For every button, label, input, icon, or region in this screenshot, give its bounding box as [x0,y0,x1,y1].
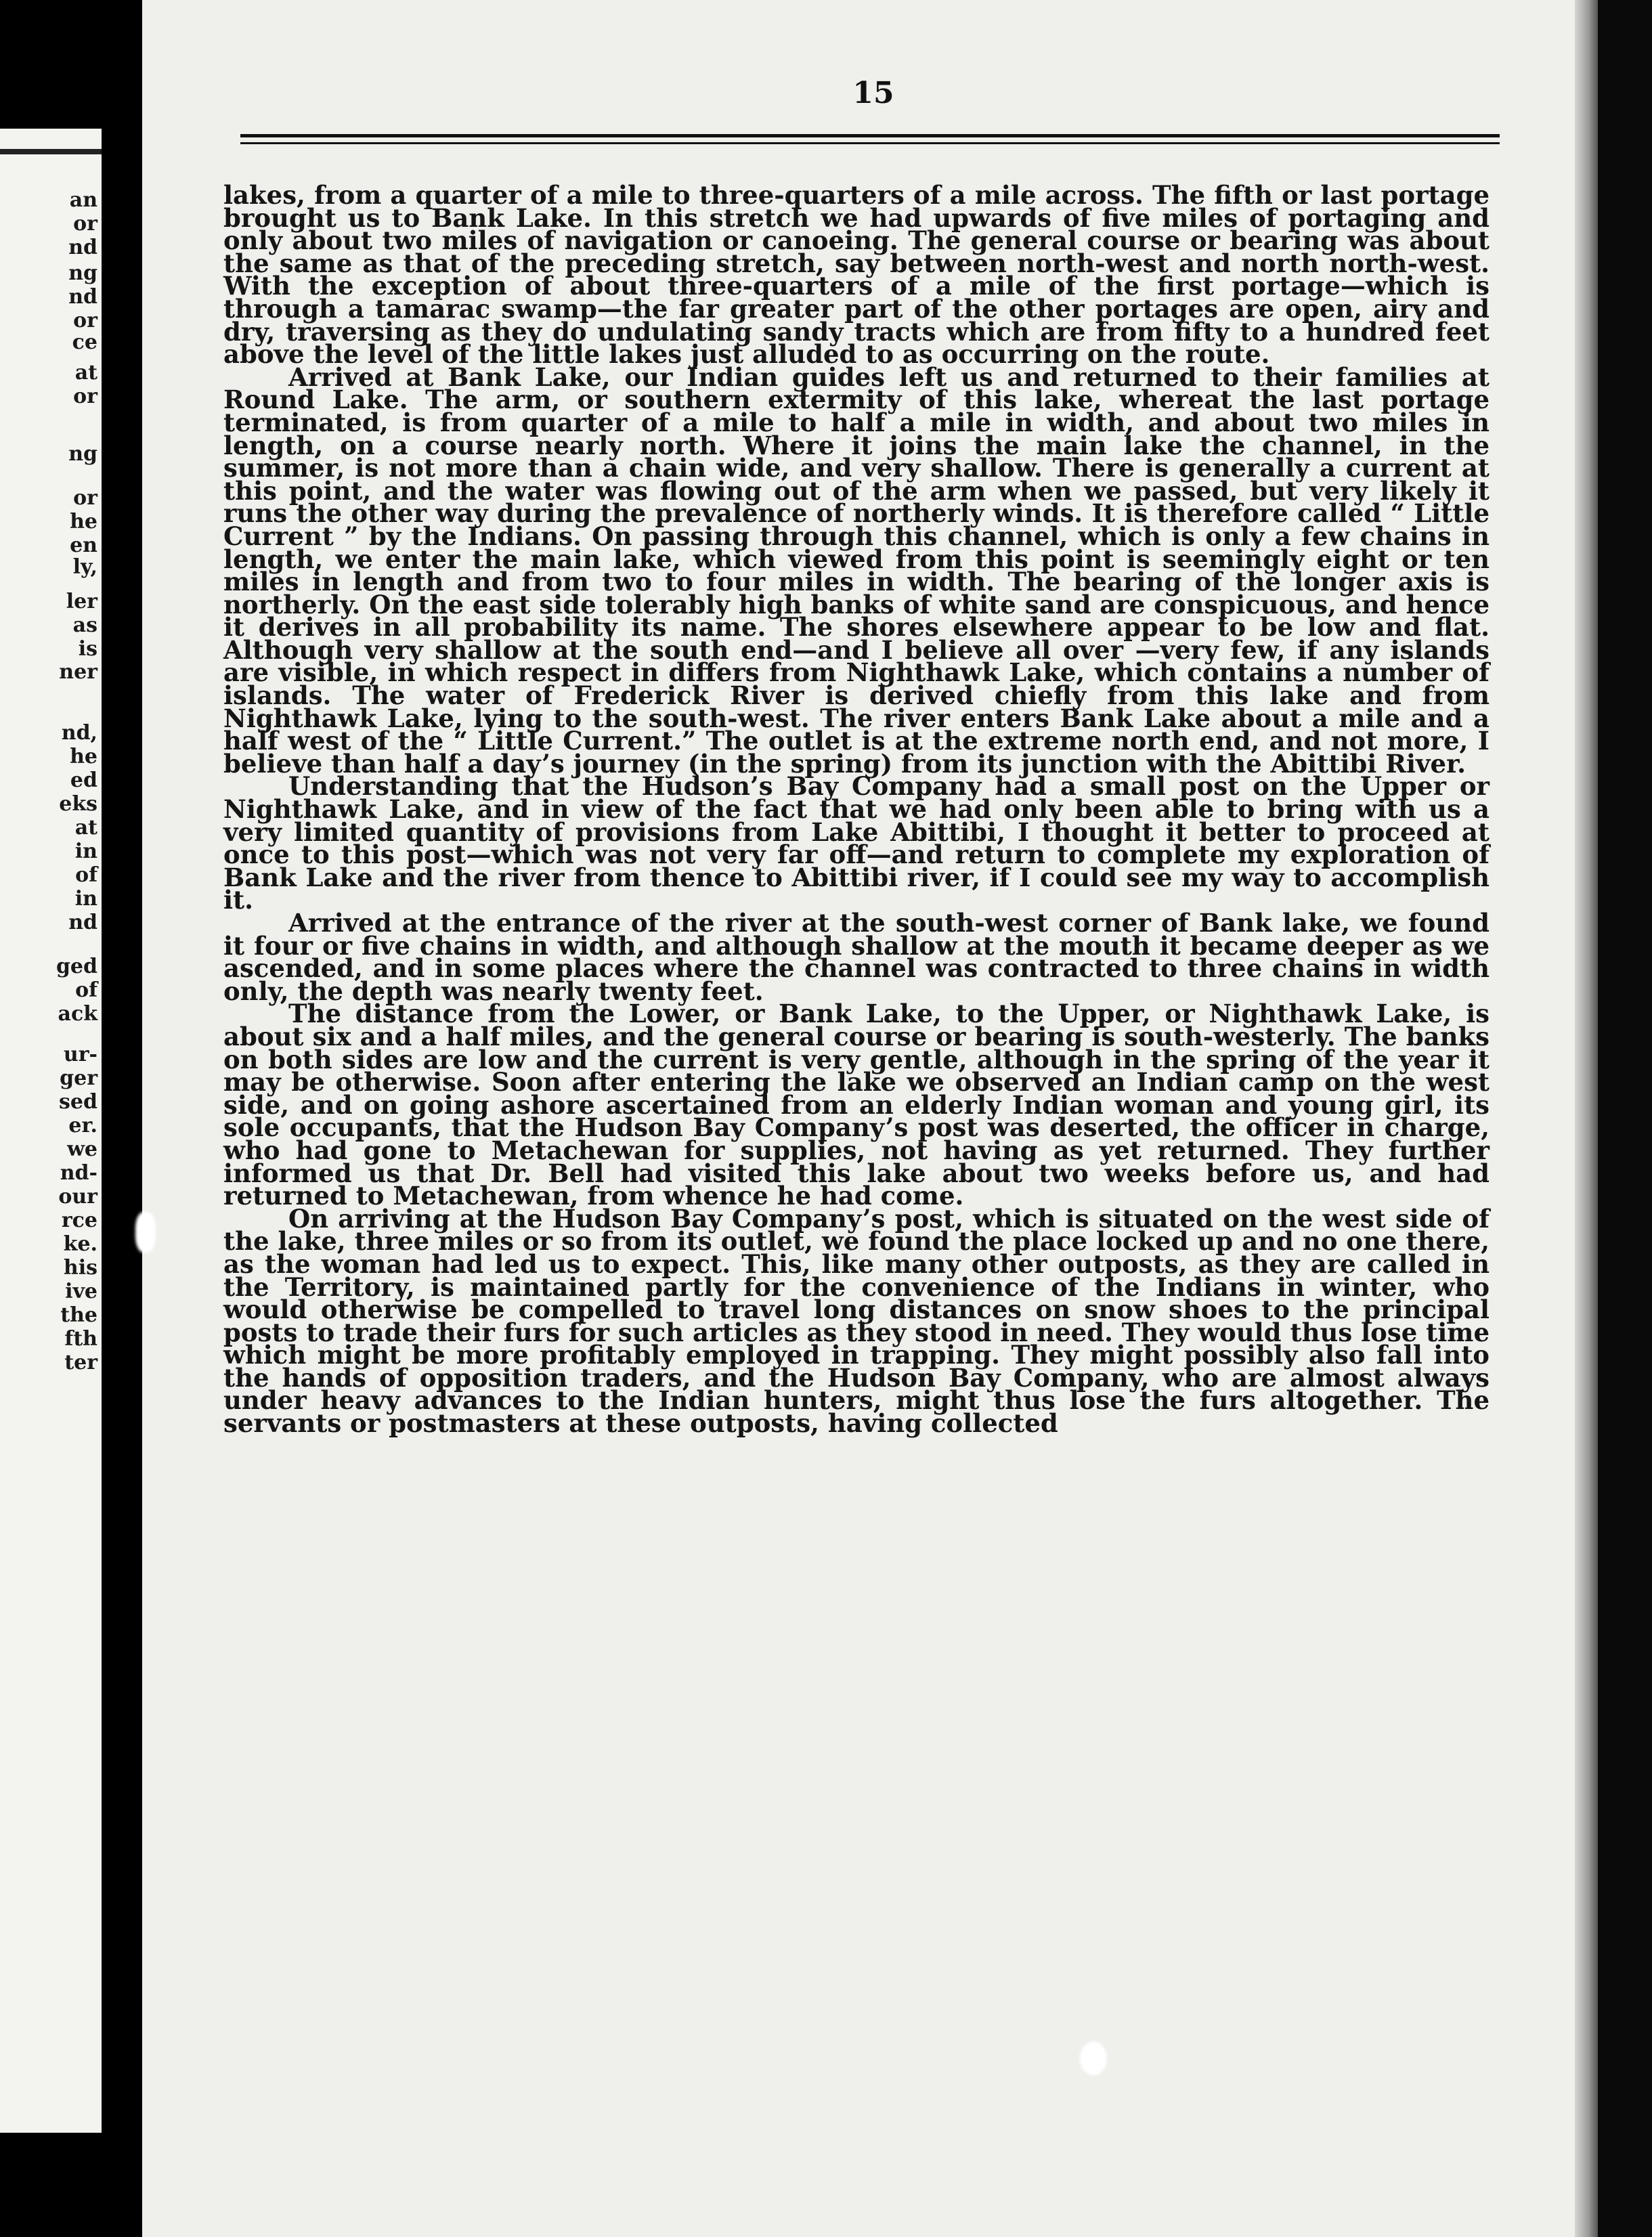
left-page-word-fragment: ter [64,1351,97,1374]
left-page-word-fragment: ner [59,660,97,684]
left-page-word-fragment: or [73,385,97,408]
page-edge-shadow [1575,0,1598,2237]
body-text [223,180,1490,1439]
paragraph-4: Arrived at the entrance of the river at the south-west corner of Bank lake, we found it four or five chains in width, and although shallow at the mouth it became deeper as we ascended, and in some places where the channel was contracted to three chains in width only, the depth was nearly twenty feet. [223,908,1490,1006]
left-page-word-fragment: en [70,534,97,557]
left-page-word-fragment: ce [72,330,97,354]
left-page-word-fragment: ly, [72,555,97,579]
paragraph-2: Arrived at Bank Lake, our Indian guides left us and returned to their families at Round Lake. The arm, or southern extermity of this lake, whereat the last portage terminated, is from quarter of a mile to half a mile in width, and about two miles in length, on a course nearly north. Where it joins the main lake the channel, in the summer, is not more than a chain wide, and very shallow. There is generally a current at this point, and the water was flowing out of the arm when we passed, but very likely it runs the other way during the prevalence of northerly winds. It is therefore called “ Little Current ” by the Indians. On passing through this channel, which is only a few chains in length, we enter the main lake, which viewed from this point is seemingly eight or ten miles in length and from two to four miles in width. The bearing of the longer axis is northerly. On the east side tolerably high banks of white sand are conspicuous, and hence it derives in all probability its name. The shores elsewhere appear to be low and flat. Although very shallow at the south end—and I believe all over —very few, if any islands are visible, in which respect in differs from Nighthawk Lake, which contains a number of islands. The water of Frederick River is derived chiefly from this lake and from Nighthawk Lake, lying to the south-west. The river enters Bank Lake about a mile and a half west of the “ Little Current.” The outlet is at the extreme north end, and not more, I believe than half a day’s journey (in the spring) from its junction with the Abittibi River. [223,362,1490,779]
left-page-word-fragment: ke. [63,1232,97,1256]
left-page-word-fragment: or [73,309,97,332]
left-page-word-fragment: ler [66,590,97,613]
left-page-word-fragment: or [73,486,97,510]
paragraph-3: Understanding that the Hudson’s Bay Company had a small post on the Upper or Nighthawk Lake, and in view of the fact that we had only been able to bring with us a very limited quantity of provisions from Lake Abittibi, I thought it better to proceed at once to this post—which was not very far off—and return to complete my exploration of Bank Lake and the river from thence to Abittibi river, if I could see my way to accomplish it. [223,771,1490,915]
left-page-word-fragment: ive [65,1280,97,1303]
left-page-word-fragment: nd [68,236,97,259]
left-page-word-fragment: of [75,863,97,887]
left-page-word-fragment: ack [58,1002,97,1026]
left-page-word-fragment: is [78,637,97,661]
left-page-word-fragment: nd [68,285,97,309]
left-page-word-fragment: ng [68,261,97,285]
left-page-rule [0,149,102,154]
left-page-word-fragment: at [74,816,97,840]
left-page-word-fragment: eks [59,792,97,816]
book-gutter [102,0,142,2237]
left-page-word-fragment: his [63,1256,97,1280]
paper-blemish [135,1212,156,1253]
left-page-word-fragment: ur- [63,1043,97,1066]
left-page-word-fragment: our [58,1185,97,1209]
left-page-word-fragment: nd [68,911,97,934]
paragraph-5: The distance from the Lower, or Bank Lake, to the Upper, or Nighthawk Lake, is about six and a half miles, and the general course or bearing is south-westerly. The banks on both sides are low and the current is very gentle, although in the spring of the year it may be otherwise. Soon after entering the lake we observed an Indian camp on the west side, and on going ashore ascertained from an elderly Indian woman and young girl, its sole occupants, that the Hudson Bay Company’s post was deserted, the officer in charge, who had gone to Metachewan for supplies, not having as yet returned. They further informed us that Dr. Bell had visited this lake about two weeks before us, and had returned to Metachewan, from whence he had come. [223,999,1490,1211]
left-page-word-fragment: an [69,188,97,212]
left-page-word-fragment: nd, [61,721,97,745]
scan-border [1598,0,1652,2237]
left-page-word-fragment: he [70,510,97,534]
left-page-word-fragment: fth [64,1327,97,1351]
left-page-word-fragment: ged [56,955,97,978]
left-page-word-fragment: the [60,1303,97,1327]
header-rule-thin [240,142,1500,144]
paper-blemish [1080,2041,1107,2075]
left-page-word-fragment: he [70,745,97,768]
left-page-word-fragment: ed [70,768,97,792]
left-page-word-fragment: er. [68,1114,97,1137]
header-rule-thick [240,134,1500,137]
left-page-word-fragment: in [74,840,97,863]
paragraph-6: On arriving at the Hudson Bay Company’s post, which is situated on the west side of the lake, three miles or so from its outlet, we found the place locked up and no one there, as the woman had led us to expect. This, like many other outposts, as they are called in the Territory, is maintained partly for the convenience of the Indians in winter, who would otherwise be compelled to travel long distances on snow shoes to the principal posts to trade their furs for such articles as they stood in need. They would thus lose time which might be more profitably employed in trapping. They might possibly also fall into the hands of opposition traders, and the Hudson Bay Company, who are almost always under heavy advances to the Indian hunters, might thus lose the furs altogether. The servants or postmasters at these outposts, having collected [223,1203,1490,1439]
left-page-word-fragment: sed [59,1090,97,1114]
left-page-word-fragment: at [74,361,97,385]
left-page-word-fragment: in [74,887,97,911]
left-page-word-fragment: or [73,212,97,236]
left-page-fragment [0,129,102,2133]
book-page [142,0,1598,2237]
left-page-word-fragment: ger [60,1066,97,1090]
page-number: 15 [852,76,894,110]
paragraph-1: lakes, from a quarter of a mile to three-quarters of a mile across. The fifth or last portage brought us to Bank Lake. In this stretch we had upwards of five miles of portaging and only about two miles of navigation or canoeing. The general course or bearing was about the same as that of the preceding stretch, say between north-west and north north-west. With the exception of about three-quarters of a mile of the first portage—which is through a tamarac swamp—the far greater part of the other portages are open, airy and dry, traversing as they do undulating sandy tracts which are from fifty to a hundred feet above the level of the little lakes just alluded to as occurring on the route. [223,180,1490,370]
left-page-word-fragment: of [75,978,97,1002]
left-page-word-fragment: rce [61,1209,97,1232]
left-page-word-fragment: ng [68,442,97,466]
left-page-word-fragment: nd- [60,1161,97,1185]
left-page-word-fragment: we [67,1137,97,1161]
left-page-word-fragment: as [72,613,97,637]
